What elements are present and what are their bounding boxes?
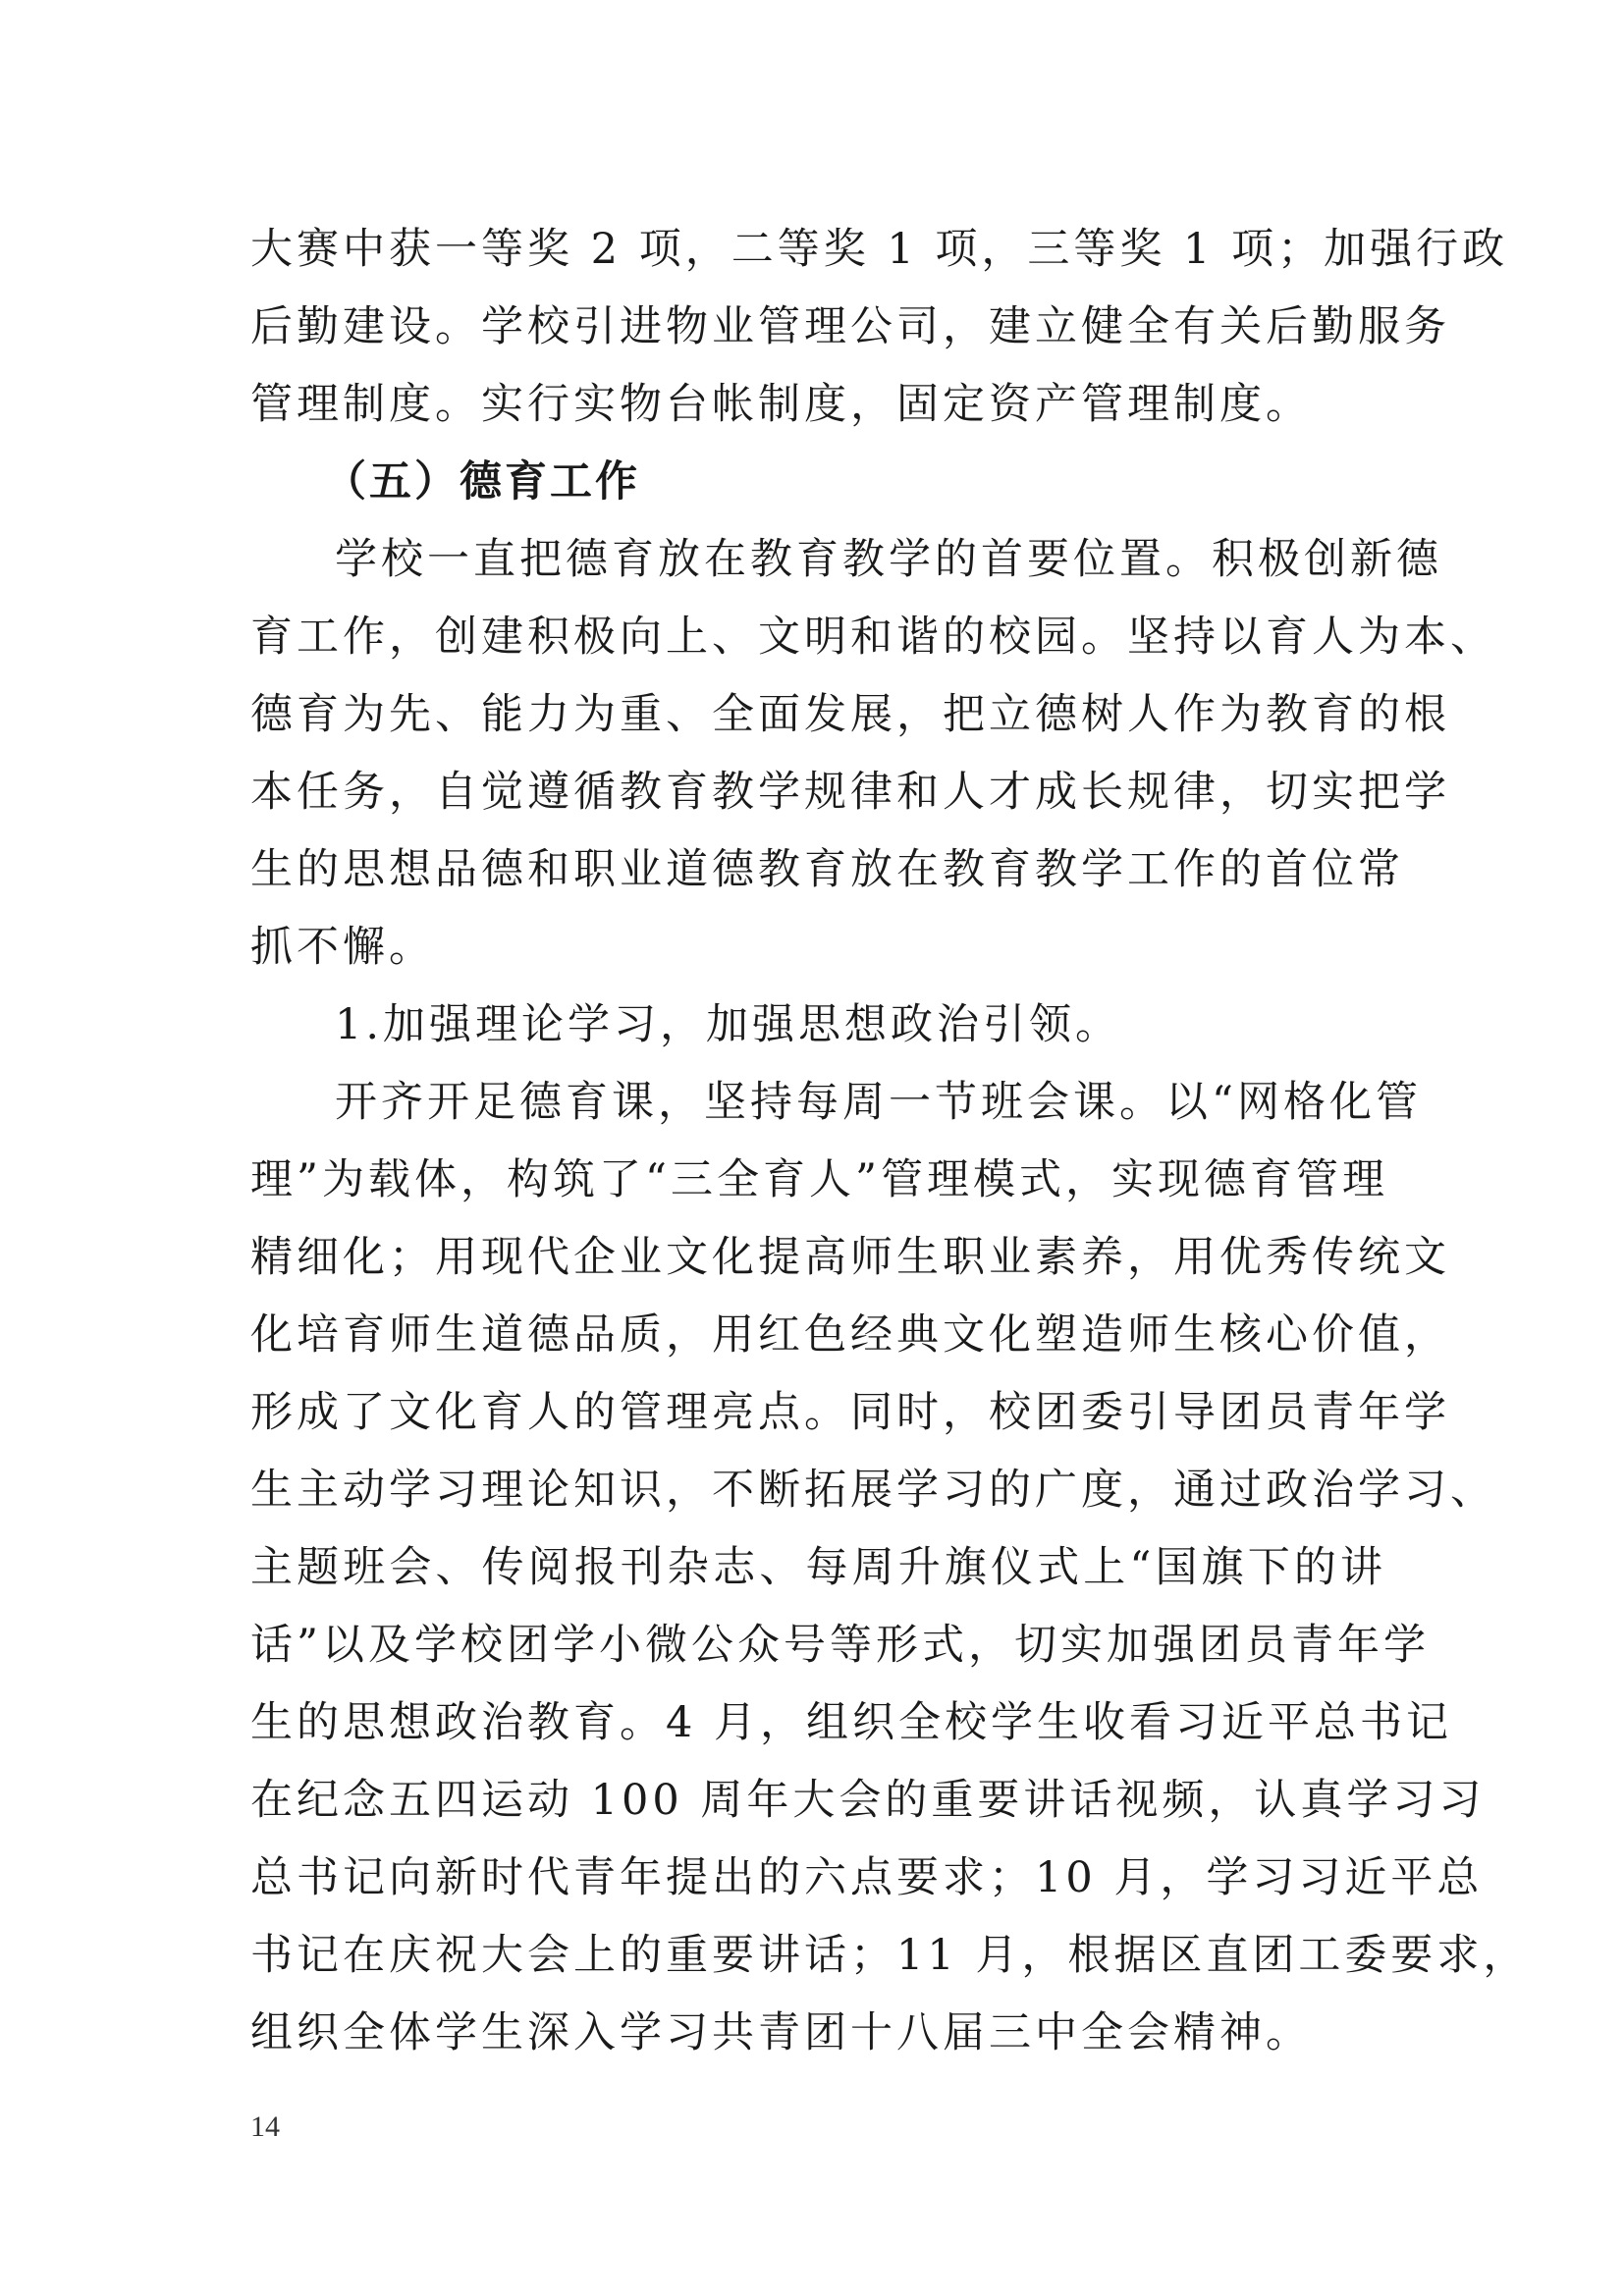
page-number: 14	[250, 2110, 280, 2143]
text-line: 总书记向新时代青年提出的六点要求；10 月，学习习近平总	[250, 1853, 1484, 1902]
section-heading: （五）德育工作	[324, 457, 640, 507]
text-line: 抓不懈。	[250, 923, 435, 972]
text-line: 组织全体学生深入学习共青团十八届三中全会精神。	[250, 2008, 1312, 2057]
text-line: 大赛中获一等奖 2 项，二等奖 1 项，三等奖 1 项；加强行政	[250, 225, 1509, 274]
text-line: 书记在庆祝大会上的重要讲话；11 月，根据区直团工委要求，	[250, 1931, 1530, 1980]
text-line: 形成了文化育人的管理亮点。同时，校团委引导团员青年学	[250, 1388, 1450, 1437]
text-line: 学校一直把德育放在教育教学的首要位置。积极创新德	[335, 535, 1442, 584]
text-line: 生的思想品德和职业道德教育放在教育教学工作的首位常	[250, 845, 1404, 894]
text-line: 后勤建设。学校引进物业管理公司，建立健全有关后勤服务	[250, 302, 1450, 351]
text-line: 德育为先、能力为重、全面发展，把立德树人作为教育的根	[250, 690, 1450, 739]
text-line: 化培育师生道德品质，用红色经典文化塑造师生核心价值，	[250, 1310, 1450, 1360]
text-line: 话”以及学校团学小微公众号等形式，切实加强团员青年学	[250, 1621, 1430, 1670]
text-line: 育工作，创建积极向上、文明和谐的校园。坚持以育人为本、	[250, 613, 1496, 662]
text-line: 理”为载体，构筑了“三全育人”管理模式，实现德育管理	[250, 1155, 1388, 1204]
body-text	[250, 211, 1530, 2072]
text-line: 在纪念五四运动 100 周年大会的重要讲话视频，认真学习习	[250, 1776, 1486, 1825]
text-line: 生的思想政治教育。4 月，组织全校学生收看习近平总书记	[250, 1698, 1453, 1747]
text-line: 本任务，自觉遵循教育教学规律和人才成长规律，切实把学	[250, 768, 1450, 817]
text-line: 生主动学习理论知识，不断拓展学习的广度，通过政治学习、	[250, 1466, 1496, 1515]
text-line: 主题班会、传阅报刊杂志、每周升旗仪式上“国旗下的讲	[250, 1543, 1386, 1592]
text-line: 管理制度。实行实物台帐制度，固定资产管理制度。	[250, 380, 1312, 429]
text-line: 开齐开足德育课，坚持每周一节班会课。以“网格化管	[335, 1078, 1422, 1127]
subsection-heading: 1.加强理论学习，加强思想政治引领。	[335, 1000, 1122, 1049]
text-line: 精细化；用现代企业文化提高师生职业素养，用优秀传统文	[250, 1233, 1450, 1282]
